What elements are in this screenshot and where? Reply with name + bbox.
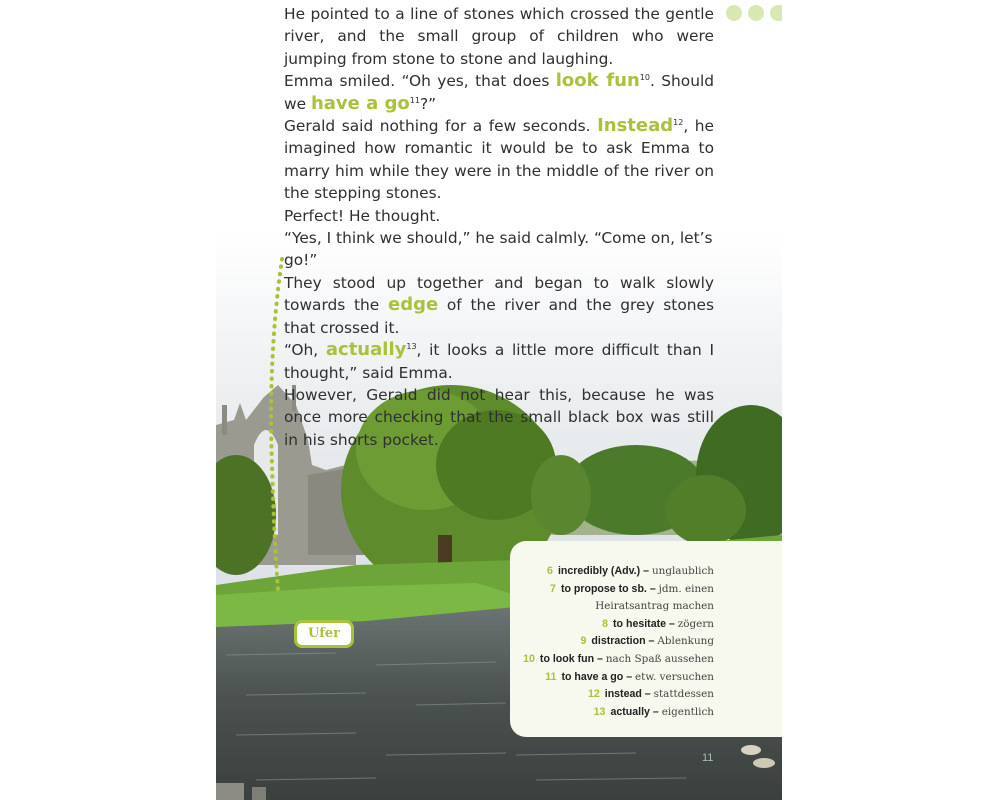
glossary-entry: 7 to propose to sb. – jdm. einen Heiratsantrag machen xyxy=(550,582,714,613)
glossary-entry: 9 distraction – Ablenkung xyxy=(580,635,714,648)
paragraph: He pointed to a line of stones which crossed the gentle river, and the small group of children who were jumping from stone to stone and laughing. xyxy=(284,5,714,68)
glossary-entry: 10 to look fun – nach Spaß aussehen xyxy=(523,652,714,665)
glossary-box xyxy=(510,541,782,737)
keyword: look fun xyxy=(555,70,640,92)
glossary-entry: 13 actually – eigentlich xyxy=(593,705,714,718)
paragraph: Gerald said nothing for a few seconds. Instead$^{12}$, he imagined how romantic it would be to ask Emma to marry him while they were in the middle of the river on the stepping stones. xyxy=(284,115,714,203)
page-number: 11 xyxy=(702,752,714,764)
keyword: edge xyxy=(388,294,439,316)
footnote-ref: 10 xyxy=(639,73,650,83)
footnote-ref: 11 xyxy=(409,95,420,105)
paragraph: Emma smiled. “Oh yes, that does look fun$^{10}$. Should we have a $go^{11}$?” xyxy=(284,70,714,114)
keyword: Instead xyxy=(597,115,674,137)
keyword: have a go xyxy=(310,92,410,114)
glossary-entry: 11 to have a go – etw. versuchen xyxy=(545,670,714,683)
glossary-entry: 6 incredibly (Adv.) – unglaublich xyxy=(547,565,714,577)
keyword: actually xyxy=(325,339,407,361)
annotation-label: Ufer xyxy=(294,620,354,648)
footnote-ref: 13 xyxy=(406,341,417,351)
glossary-entry: 8 to hesitate – zögern xyxy=(602,617,714,630)
glossary-entry: 12 instead – stattdessen xyxy=(587,688,714,701)
paragraph: They stood up together and began to walk slowly towards the edge of the river and the grey stones that crossed it. xyxy=(284,273,715,337)
footnote-ref: 12 xyxy=(673,117,684,127)
paragraph: Perfect! He thought. xyxy=(284,206,441,225)
dot-icon xyxy=(748,5,764,21)
paragraph: However, Gerald did not hear this, because he was once more checking that the small black box was still in his shorts pocket. xyxy=(284,385,714,449)
paragraph: “Yes, I think we should,” he said calmly. “Come on, let’s go!” xyxy=(284,229,713,270)
paragraph: “Oh, actually$^{13}$, it looks a little more difficult than I thought,” said Emma. xyxy=(284,339,715,382)
book-page xyxy=(216,0,782,800)
dot-icon xyxy=(726,5,742,21)
story-text xyxy=(284,3,714,451)
decorative-dots xyxy=(726,5,782,21)
dot-icon xyxy=(770,5,782,21)
